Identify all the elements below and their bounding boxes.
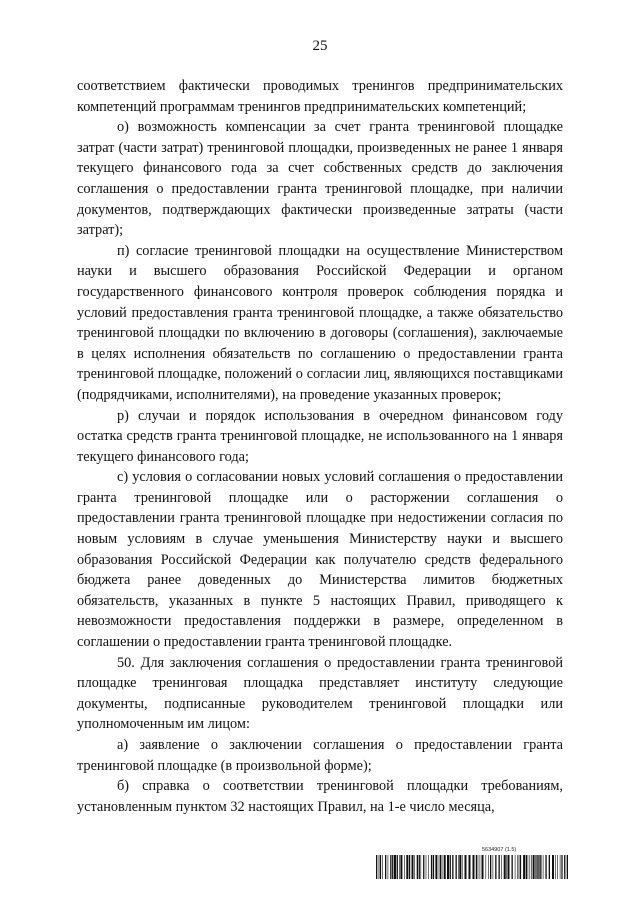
body-text — [77, 76, 563, 817]
paragraph-item-o: о) возможность компенсации за счет гранта тренинговой площадке затрат (части затрат) тренинговой площадки, произведенных не ранее 1 января текущего финансового года за счет собственных средств до заключения соглашения о предоставлении гранта тренинговой площадке, при наличии документов, подтверждающих фактически произведенные затраты (части затрат); — [77, 119, 563, 239]
paragraph-item-p: п) согласие тренинговой площадки на осуществление Министерством науки и высшего образования Российской Федерации и органом государственного финансового контроля проверок соблюдения порядка и условий предоставления гранта тренинговой площадке, а также обязательство тренинговой площадки по включению в договоры (соглашения), заключаемые в целях исполнения обязательств по соглашению о предоставлении гранта тренинговой площадке, положений о согласии лиц, являющихся поставщиками (подрядчиками, исполнителями), на проведение указанных проверок; — [77, 242, 563, 403]
paragraph-clause-50: 50. Для заключения соглашения о предоставлении гранта тренинговой площадке тренинговая площадка представляет институту следующие документы, подписанные руководителем тренинговой площадки или уполномоченным им лицом: — [77, 654, 563, 733]
barcode-icon — [376, 855, 568, 879]
page-number: 25 — [312, 38, 328, 54]
paragraph-continuation: соответствием фактически проводимых тренингов предпринимательских компетенций программам тренингов предпринимательских компетенций; — [77, 78, 563, 115]
document-code: 5634907 (1.5) — [482, 847, 517, 853]
paragraph-item-b: б) справка о соответствии тренинговой площадки требованиям, установленным пунктом 32 настоящих Правил, на 1-е число месяца, — [77, 778, 563, 815]
paragraph-item-r: р) случаи и порядок использования в очередном финансовом году остатка средств гранта тренинговой площадке, не использованного на 1 января текущего финансового года; — [77, 407, 563, 465]
paragraph-item-s: с) условия о согласовании новых условий соглашения о предоставлении гранта тренинговой площадке или о расторжении соглашения о предоставлении гранта тренинговой площадке при недостижении согласия по новым условиям в случае уменьшения Министерству науки и высшего образования Российской Федерации как получателю средств федерального бюджета ранее доведенных до Министерства лимитов бюджетных обязательств, указанных в пункте 5 настоящих Правил, приводящего к невозможности предоставления поддержки в размере, определенном в соглашении о предоставлении гранта тренинговой площадке. — [77, 469, 563, 651]
paragraph-item-a: а) заявление о заключении соглашения о предоставлении гранта тренинговой площадке (в произвольной форме); — [77, 737, 563, 774]
